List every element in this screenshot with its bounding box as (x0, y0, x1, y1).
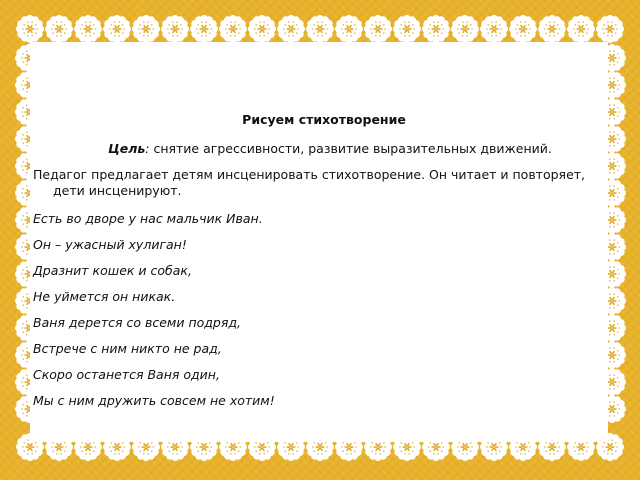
poem-line: Дразнит кошек и собак, (33, 263, 192, 278)
lace-flower-icon (16, 15, 44, 43)
lace-flower-icon (277, 15, 305, 43)
description-line-2: дети инсценируют. (53, 183, 182, 198)
description (33, 167, 607, 199)
lace-flower-icon (161, 15, 189, 43)
poem-line: Не уймется он никак. (33, 289, 176, 304)
poem-line: Ваня дерется со всеми подряд, (33, 315, 241, 330)
lace-flower-icon (393, 15, 421, 43)
lace-flower-icon (219, 15, 247, 43)
poem-line: Встрече с ним никто не рад, (33, 341, 222, 356)
lace-flower-icon (335, 15, 363, 43)
lace-flower-icon (451, 15, 479, 43)
poem-line: Мы с ним дружить совсем не хотим! (33, 393, 275, 408)
description-line-1: Педагог предлагает детям инсценировать стихотворение. Он читает и повторяет, (33, 167, 586, 182)
lace-flower-icon (306, 15, 334, 43)
lace-flower-icon (74, 15, 102, 43)
lace-flower-icon (132, 15, 160, 43)
lace-flower-icon (248, 15, 276, 43)
lace-flower-icon (364, 15, 392, 43)
lace-flower-icon (45, 15, 73, 43)
slide-content (33, 112, 607, 419)
lace-flower-icon (596, 15, 624, 43)
goal-label: Цель (108, 141, 146, 156)
lace-flower-icon (538, 15, 566, 43)
lace-flower-icon (103, 15, 131, 43)
lace-flower-icon (567, 15, 595, 43)
lace-flower-icon (422, 15, 450, 43)
poem-line: Он – ужасный хулиган! (33, 237, 187, 252)
lace-flower-icon (190, 15, 218, 43)
lace-flower-icon (480, 15, 508, 43)
goal-colon: : (145, 141, 150, 156)
poem-line: Есть во дворе у нас мальчик Иван. (33, 211, 263, 226)
slide-title: Рисуем стихотворение (242, 112, 406, 127)
goal-line (33, 141, 607, 157)
goal-text: снятие агрессивности, развитие выразительных движений. (149, 141, 552, 156)
poem-line: Скоро останется Ваня один, (33, 367, 220, 382)
lace-flower-icon (509, 15, 537, 43)
